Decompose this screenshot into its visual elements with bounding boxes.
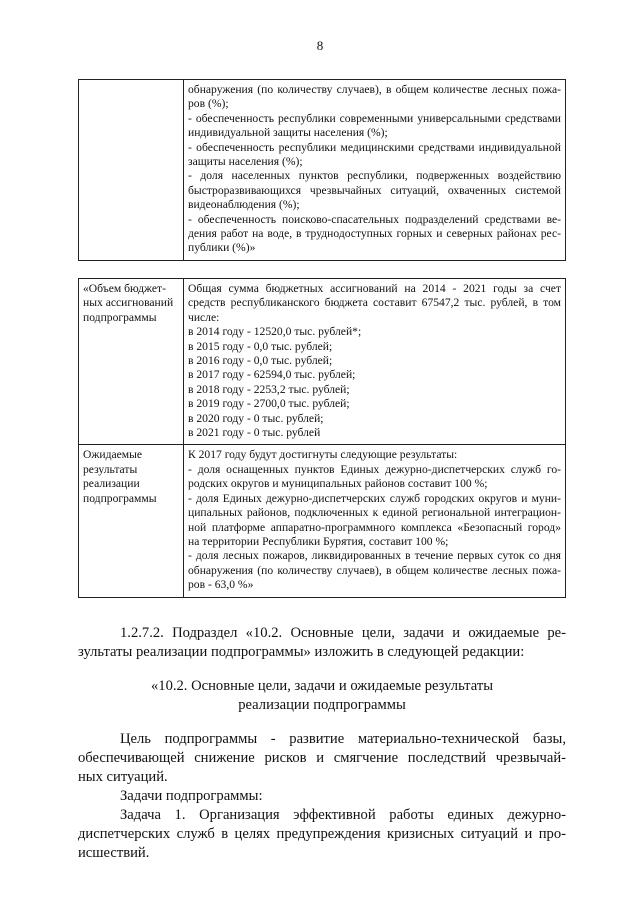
row-label-line: Ожидаемые	[83, 448, 143, 462]
table-text-line: - обеспеченность республики медицинскими средствами индивидуальной	[188, 140, 561, 154]
row-label-line: результаты	[83, 462, 138, 476]
heading-line: реализации подпрограммы	[238, 697, 406, 713]
table-text-line: - доля оснащенных пунктов Единых дежурно-диспетчерских служб го-	[188, 462, 561, 476]
table-text-line: ров (%);	[188, 97, 229, 111]
table-text-line: в 2016 году - 0,0 тыс. рублей;	[188, 354, 333, 368]
table-text-line: в 2015 году - 0,0 тыс. рублей;	[188, 339, 333, 353]
table-text-line: - обеспеченность республики современными универсальными средствами	[188, 111, 561, 125]
table-text-line: - доля населенных пунктов республики, подверженных воздействию	[188, 169, 561, 183]
table-text-line: публики (%)»	[188, 241, 256, 255]
table-text-line: в 2021 году - 0 тыс. рублей	[188, 426, 321, 440]
row-label-line: «Объем бюджет-	[83, 282, 166, 295]
budget-results-table	[78, 278, 566, 598]
table-text-line: - доля Единых дежурно-диспетчерских служб городских округов и муни-	[188, 491, 561, 505]
table-text-line: родских округов и муниципальных районов составит 100 %;	[188, 477, 488, 491]
table-text-line: в 2017 году - 62594,0 тыс. рублей;	[188, 368, 356, 382]
table-row	[79, 80, 566, 261]
continuation-table	[78, 79, 566, 261]
table-content-cell	[184, 80, 566, 261]
paragraph-line: исшествий.	[78, 845, 150, 861]
table-text-line: быстроразвивающихся чрезвычайных ситуаций, охваченных системой	[188, 183, 561, 197]
table-content-cell	[184, 445, 566, 597]
table-text-line: на территории Республики Бурятия, составит 100 %;	[188, 534, 449, 548]
tasks-heading	[78, 787, 566, 806]
amendment-paragraph	[78, 624, 566, 662]
table-text-line: числе:	[188, 310, 220, 324]
row-label-line: ных ассигнований	[83, 296, 174, 310]
table-text-line: обнаружения (по количеству случаев), в общем количестве лесных пожа-	[188, 563, 561, 577]
table-text-line: индивидуальной защиты населения (%);	[188, 126, 388, 140]
table-text-line: обнаружения (по количеству случаев), в общем количестве лесных пожа-	[188, 83, 561, 96]
table-text-line: К 2017 году будут достигнуты следующие результаты:	[188, 448, 458, 462]
paragraph-line: Задачи подпрограммы:	[120, 788, 263, 804]
task-1-paragraph	[78, 806, 566, 863]
table-text-line: - обеспеченность поисково-спасательных подразделений средствами ве-	[188, 212, 561, 226]
table-text-line: - доля лесных пожаров, ликвидированных в течение первых суток со дня	[188, 549, 561, 563]
paragraph-line: диспетчерских служб в целях предупреждения кризисных ситуаций и про-	[78, 826, 566, 842]
table-row	[79, 279, 566, 445]
table-text-line: ципальных районов, подключенных к единой региональной интеграцион-	[188, 506, 561, 520]
table-text-line: видеонаблюдения (%);	[188, 198, 300, 212]
paragraph-line: Цель подпрограммы - развитие материально-технической базы,	[120, 731, 566, 747]
table-text-line: в 2014 году - 12520,0 тыс. рублей*;	[188, 325, 362, 339]
table-text-line: Общая сумма бюджетных ассигнований на 2014 - 2021 годы за счет	[188, 282, 561, 295]
row-label-line: подпрограммы	[83, 310, 157, 324]
table-text-line: средств республиканского бюджета составит 67547,2 тыс. рублей, в том	[188, 296, 561, 310]
table-text-line: защиты населения (%);	[188, 155, 303, 169]
goal-paragraph	[78, 730, 566, 787]
row-label-line: подпрограммы	[83, 491, 157, 505]
paragraph-line: зультаты реализации подпрограммы» изложить в следующей редакции:	[78, 644, 525, 660]
paragraph-line: ных ситуаций.	[78, 769, 168, 785]
table-text-line: ной платформе аппаратно-программного комплекса «Безопасный город»	[188, 520, 561, 534]
table-label-cell	[79, 279, 184, 445]
row-label-line: реализации	[83, 477, 140, 491]
section-heading	[78, 677, 566, 715]
paragraph-line: 1.2.7.2. Подраздел «10.2. Основные цели, задачи и ожидаемые ре-	[120, 625, 566, 641]
table-label-cell	[79, 80, 184, 261]
heading-line: «10.2. Основные цели, задачи и ожидаемые результаты	[150, 678, 494, 694]
paragraph-line: Задача 1. Организация эффективной работы единых дежурно-	[120, 807, 566, 823]
table-text-line: ров - 63,0 %»	[188, 578, 254, 592]
table-text-line: в 2019 году - 2700,0 тыс. рублей;	[188, 397, 350, 411]
table-text-line: дения работ на воде, в труднодоступных горных и северных районах рес-	[188, 227, 561, 241]
table-text-line: в 2018 году - 2253,2 тыс. рублей;	[188, 382, 350, 396]
table-content-cell	[184, 279, 566, 445]
table-label-cell	[79, 445, 184, 597]
table-row	[79, 445, 566, 597]
page-number: 8	[316, 38, 324, 53]
paragraph-line: обеспечивающей снижение рисков и смягчение последствий чрезвычай-	[78, 750, 566, 766]
table-text-line: в 2020 году - 0 тыс. рублей;	[188, 411, 324, 425]
